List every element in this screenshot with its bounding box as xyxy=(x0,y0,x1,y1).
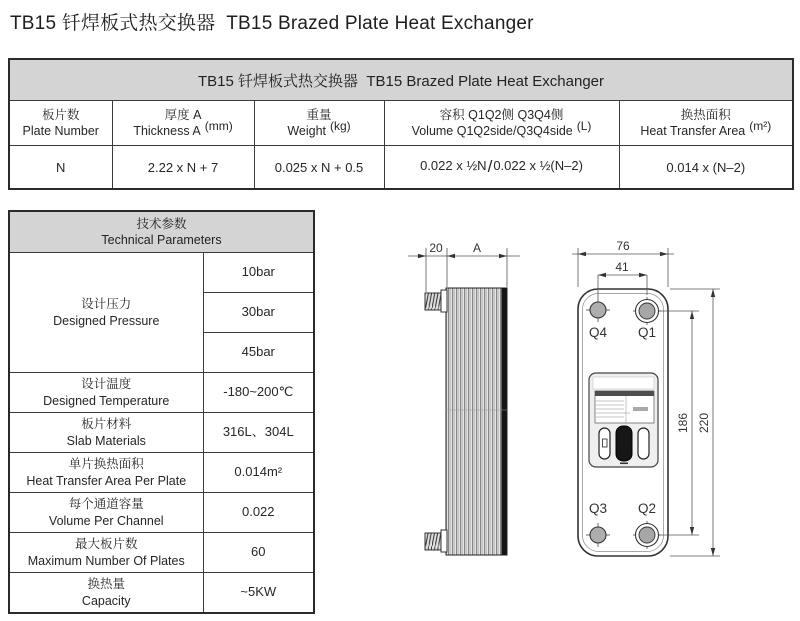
col-header-heat-transfer-area xyxy=(619,101,793,146)
dim-label-stack-width: A xyxy=(472,241,482,255)
value-pressure-45bar: 45bar xyxy=(203,333,314,373)
label-capacity: 换热量 Capacity xyxy=(9,573,203,614)
label-maximum-number-of-plates: 最大板片数 Maximum Number Of Plates xyxy=(9,533,203,573)
cell-plate-number: N xyxy=(9,146,112,190)
table-row xyxy=(9,533,314,573)
col-header-zh: 重量 xyxy=(306,107,332,122)
col-header-zh: 厚度 A xyxy=(164,107,202,122)
col-header-plate-number xyxy=(9,101,112,146)
spec-table-caption: TB15 钎焊板式热交换器 TB15 Brazed Plate Heat Exchanger xyxy=(9,59,793,101)
table-row xyxy=(9,413,314,453)
port-label-q3: Q3 xyxy=(588,501,608,516)
value-pressure-30bar: 30bar xyxy=(203,293,314,333)
value-slab-materials: 316L、304L xyxy=(203,413,314,453)
svg-text:220: 220 xyxy=(697,412,711,434)
nameplate xyxy=(589,373,658,467)
col-header-unit: (kg) xyxy=(330,118,351,133)
value-heat-transfer-area-per-plate: 0.014m² xyxy=(203,453,314,493)
top-nozzle xyxy=(425,290,447,312)
col-header-weight xyxy=(254,101,384,146)
col-header-zh: 板片数 xyxy=(41,107,80,122)
table-row xyxy=(9,373,314,413)
svg-text:76: 76 xyxy=(616,240,630,253)
col-header-en: Thickness A xyxy=(133,123,201,138)
label-designed-pressure: 设计压力 Designed Pressure xyxy=(9,253,203,373)
plate-stack-end-plate xyxy=(502,288,507,555)
cell-weight: 0.025 x N + 0.5 xyxy=(254,146,384,190)
tech-table-caption: 技术参数 Technical Parameters xyxy=(9,211,314,253)
front-view xyxy=(572,240,720,556)
col-header-unit: (L) xyxy=(576,118,592,133)
svg-text:41: 41 xyxy=(615,260,629,274)
dim-label-nozzle: 20 xyxy=(429,241,443,255)
cell-heat-transfer-area: 0.014 x (N–2) xyxy=(619,146,793,190)
fraction-slash: / xyxy=(487,157,493,176)
value-maximum-number-of-plates: 60 xyxy=(203,533,314,573)
value-designed-temperature: -180~200℃ xyxy=(203,373,314,413)
cell-volume: 0.022 x ½N/0.022 x ½(N–2) xyxy=(384,146,619,190)
port-label-q4: Q4 xyxy=(588,325,608,340)
col-header-en: Volume Q1Q2side/Q3Q4side xyxy=(411,123,573,138)
col-header-unit: (mm) xyxy=(204,118,233,133)
plate-stack xyxy=(446,288,507,555)
table-row xyxy=(9,493,314,533)
col-header-en: Weight xyxy=(287,123,326,138)
value-capacity: ~5KW xyxy=(203,573,314,614)
label-slab-materials: 板片材料 Slab Materials xyxy=(9,413,203,453)
col-header-en: Heat Transfer Area xyxy=(640,123,746,138)
bottom-nozzle xyxy=(425,530,447,552)
value-volume-per-channel: 0.022 xyxy=(203,493,314,533)
value-pressure-10bar: 10bar xyxy=(203,253,314,293)
side-view xyxy=(408,241,520,555)
col-header-thickness xyxy=(112,101,254,146)
technical-parameters-table xyxy=(8,210,315,614)
label-heat-transfer-area-per-plate: 单片换热面积 Heat Transfer Area Per Plate xyxy=(9,453,203,493)
table-row xyxy=(9,453,314,493)
col-header-volume xyxy=(384,101,619,146)
spec-table xyxy=(8,58,794,190)
nameplate-channel-icons xyxy=(599,426,649,464)
port-label-q2: Q2 xyxy=(637,501,657,516)
label-volume-per-channel: 每个通道容量 Volume Per Channel xyxy=(9,493,203,533)
label-designed-temperature: 设计温度 Designed Temperature xyxy=(9,373,203,413)
technical-drawing xyxy=(400,240,800,621)
port-label-q1: Q1 xyxy=(637,325,657,340)
col-header-zh: 换热面积 xyxy=(680,107,731,122)
spec-data-row xyxy=(9,146,793,190)
col-header-en: Plate Number xyxy=(22,124,99,138)
svg-text:186: 186 xyxy=(676,412,690,434)
table-row xyxy=(9,573,314,614)
col-header-zh: 容积 Q1Q2侧 Q3Q4侧 xyxy=(439,107,564,122)
cell-thickness: 2.22 x N + 7 xyxy=(112,146,254,190)
page-title: TB15 钎焊板式热交换器 TB15 Brazed Plate Heat Exchanger xyxy=(10,13,534,34)
col-header-unit: (m²) xyxy=(749,118,772,133)
table-row xyxy=(9,253,314,293)
